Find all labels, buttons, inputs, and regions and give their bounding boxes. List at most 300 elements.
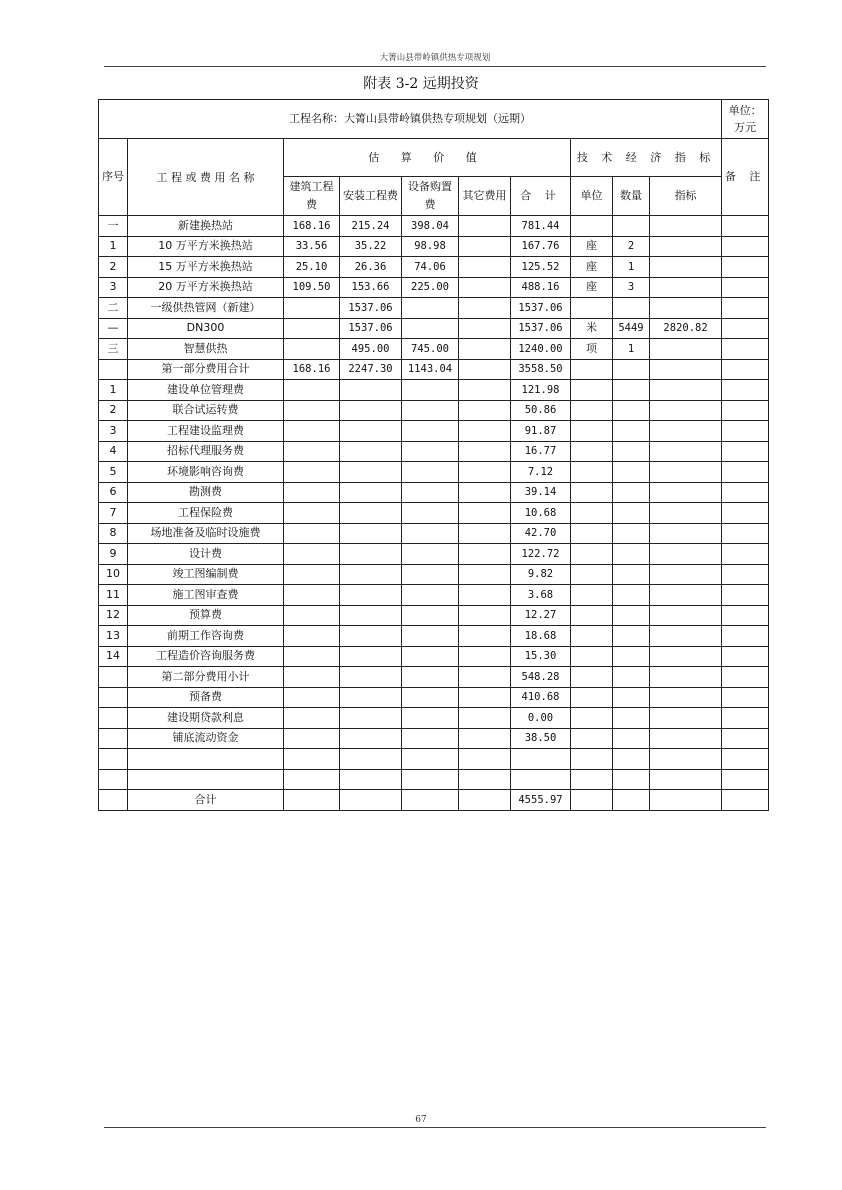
cell-equipment: 225.00 [402,277,459,298]
cell-remark [722,646,769,667]
cell-total: 1537.06 [511,298,571,319]
table-row [99,257,769,278]
cell-quantity [613,359,650,380]
cell-quantity: 1 [613,339,650,360]
cell-indicator [650,359,722,380]
cell-quantity: 2 [613,236,650,257]
cell-total: 122.72 [511,544,571,565]
cell-name: 勘测费 [128,482,284,503]
table-row [99,339,769,360]
cell-indicator [650,462,722,483]
cell-quantity [613,564,650,585]
cell-indicator [650,441,722,462]
cell-other [459,277,511,298]
header-indicator: 指标 [650,177,722,216]
cell-installation [340,564,402,585]
cell-equipment: 98.98 [402,236,459,257]
cell-name: 工程建设监理费 [128,421,284,442]
cell-equipment [402,667,459,688]
cell-other [459,257,511,278]
cell-other [459,400,511,421]
cell-unit [571,298,613,319]
cell-name: 第二部分费用小计 [128,667,284,688]
table-row [99,544,769,565]
cell-remark [722,236,769,257]
cell-indicator [650,667,722,688]
cell-seq [99,359,128,380]
cell-construction [284,564,340,585]
cell-name: 环境影响咨询费 [128,462,284,483]
cell-remark [722,503,769,524]
cell-other [459,339,511,360]
cell-name: 联合试运转费 [128,400,284,421]
cell-equipment: 1143.04 [402,359,459,380]
cell-name: 第一部分费用合计 [128,359,284,380]
cell-indicator [650,523,722,544]
table-row [99,216,769,237]
cell-quantity [613,605,650,626]
cell-quantity [613,749,650,770]
cell-remark [722,687,769,708]
cell-installation [340,687,402,708]
header-total: 合 计 [511,177,571,216]
table-row [99,708,769,729]
cell-unit: 米 [571,318,613,339]
cell-indicator [650,298,722,319]
cell-other [459,380,511,401]
cell-other [459,482,511,503]
cell-installation: 1537.06 [340,318,402,339]
cell-indicator [650,626,722,647]
cell-installation: 35.22 [340,236,402,257]
cell-remark [722,708,769,729]
cell-construction [284,687,340,708]
cell-total: 12.27 [511,605,571,626]
cell-remark [722,728,769,749]
cell-equipment: 398.04 [402,216,459,237]
cell-remark [722,257,769,278]
cell-seq [99,790,128,811]
cell-equipment [402,790,459,811]
cell-construction [284,790,340,811]
cell-name: DN300 [128,318,284,339]
cell-total: 7.12 [511,462,571,483]
cell-unit [571,708,613,729]
cell-construction: 33.56 [284,236,340,257]
cell-installation: 2247.30 [340,359,402,380]
cell-construction [284,339,340,360]
cell-construction [284,380,340,401]
cell-other [459,769,511,790]
cell-indicator [650,257,722,278]
cell-remark [722,626,769,647]
cell-construction [284,585,340,606]
cell-installation: 26.36 [340,257,402,278]
table-row [99,400,769,421]
cell-equipment [402,605,459,626]
cell-name: 15 万平方米换热站 [128,257,284,278]
cell-installation [340,441,402,462]
cell-construction: 25.10 [284,257,340,278]
table-row [99,421,769,442]
table-banner-row [99,100,769,139]
cell-seq: 1 [99,380,128,401]
cell-unit [571,667,613,688]
cell-remark [722,380,769,401]
cell-name [128,749,284,770]
cell-name: 10 万平方米换热站 [128,236,284,257]
cell-seq: 3 [99,277,128,298]
table-row [99,626,769,647]
cell-quantity [613,462,650,483]
cell-quantity [613,482,650,503]
cell-installation [340,769,402,790]
cell-seq: 一 [99,216,128,237]
cell-installation [340,708,402,729]
cell-construction: 168.16 [284,359,340,380]
cell-construction [284,462,340,483]
cell-unit [571,769,613,790]
cell-remark [722,441,769,462]
cell-construction [284,482,340,503]
cell-installation [340,544,402,565]
header-equipment: 设备购置费 [402,177,459,216]
cell-installation [340,728,402,749]
cell-indicator [650,728,722,749]
header-quantity: 数量 [613,177,650,216]
cell-equipment [402,503,459,524]
cell-construction [284,318,340,339]
project-name: 工程名称：大箐山县带岭镇供热专项规划（远期） [99,100,722,139]
cell-seq: 11 [99,585,128,606]
cell-indicator [650,339,722,360]
cell-total [511,769,571,790]
cell-unit [571,728,613,749]
cell-unit: 座 [571,236,613,257]
cell-unit [571,400,613,421]
investment-table [98,99,769,811]
cell-seq: 4 [99,441,128,462]
cell-construction: 109.50 [284,277,340,298]
cell-total: 3558.50 [511,359,571,380]
cell-seq: 5 [99,462,128,483]
cell-construction: 168.16 [284,216,340,237]
header-rule [104,66,766,67]
cell-quantity [613,626,650,647]
cell-total: 9.82 [511,564,571,585]
table-row [99,646,769,667]
cell-unit [571,626,613,647]
cell-installation: 1537.06 [340,298,402,319]
cell-installation [340,380,402,401]
cell-construction [284,667,340,688]
cell-quantity [613,646,650,667]
cell-equipment [402,626,459,647]
cell-remark [722,216,769,237]
cell-equipment [402,462,459,483]
cell-indicator [650,605,722,626]
cell-total [511,749,571,770]
cell-installation [340,790,402,811]
cell-construction [284,626,340,647]
cell-other [459,359,511,380]
cell-seq: 2 [99,400,128,421]
cell-name: 施工图审查费 [128,585,284,606]
table-row [99,298,769,319]
cell-remark [722,769,769,790]
cell-indicator [650,769,722,790]
cell-equipment [402,441,459,462]
cell-other [459,298,511,319]
cell-remark [722,585,769,606]
cell-total: 1537.06 [511,318,571,339]
cell-quantity [613,544,650,565]
cell-equipment: 74.06 [402,257,459,278]
cell-equipment [402,380,459,401]
cell-quantity: 3 [613,277,650,298]
cell-other [459,216,511,237]
cell-name: 铺底流动资金 [128,728,284,749]
cell-quantity [613,769,650,790]
cell-installation [340,503,402,524]
cell-unit [571,687,613,708]
cell-construction [284,769,340,790]
cell-other [459,646,511,667]
cell-quantity [613,421,650,442]
cell-unit [571,564,613,585]
cell-total: 16.77 [511,441,571,462]
table-title: 附表 3-2 远期投资 [363,76,479,92]
cell-seq: 10 [99,564,128,585]
cell-indicator [650,277,722,298]
header-tech-group: 技 术 经 济 指 标 [571,139,722,177]
cell-indicator [650,564,722,585]
cell-quantity [613,585,650,606]
cell-quantity [613,790,650,811]
table-row [99,687,769,708]
cell-unit [571,544,613,565]
cell-seq: 14 [99,646,128,667]
cell-construction [284,421,340,442]
cell-quantity [613,441,650,462]
cell-remark [722,667,769,688]
cell-construction [284,708,340,729]
header-item-name: 工 程 或 费 用 名 称 [128,139,284,216]
cell-installation [340,400,402,421]
cell-equipment [402,728,459,749]
cell-seq: 2 [99,257,128,278]
table-row [99,318,769,339]
header-other: 其它费用 [459,177,511,216]
cell-total: 15.30 [511,646,571,667]
cell-equipment [402,646,459,667]
cell-construction [284,749,340,770]
cell-equipment [402,564,459,585]
table-row [99,236,769,257]
cell-other [459,236,511,257]
cell-quantity [613,728,650,749]
cell-name: 一级供热管网（新建） [128,298,284,319]
cell-other [459,708,511,729]
cell-name: 场地准备及临时设施费 [128,523,284,544]
cell-equipment [402,421,459,442]
cell-seq: 13 [99,626,128,647]
cell-installation: 495.00 [340,339,402,360]
cell-seq: 7 [99,503,128,524]
cell-remark [722,318,769,339]
header-seq: 序号 [99,139,128,216]
cell-equipment [402,318,459,339]
cell-equipment [402,769,459,790]
cell-quantity [613,400,650,421]
cell-other [459,523,511,544]
cell-remark [722,462,769,483]
cell-name: 建设单位管理费 [128,380,284,401]
cell-remark [722,523,769,544]
cell-total: 4555.97 [511,790,571,811]
cell-seq [99,667,128,688]
cell-quantity [613,503,650,524]
cell-equipment [402,708,459,729]
cell-other [459,585,511,606]
cell-construction [284,728,340,749]
cell-remark [722,277,769,298]
cell-seq: 9 [99,544,128,565]
page-number: 67 [415,1115,427,1125]
cell-indicator [650,646,722,667]
cell-installation: 153.66 [340,277,402,298]
cell-name [128,769,284,790]
cell-name: 招标代理服务费 [128,441,284,462]
cell-construction [284,523,340,544]
cell-installation [340,646,402,667]
cell-unit [571,380,613,401]
cell-quantity: 5449 [613,318,650,339]
cell-seq: 1 [99,236,128,257]
table-row [99,380,769,401]
cell-unit [571,503,613,524]
cell-seq: 12 [99,605,128,626]
cell-unit [571,646,613,667]
cell-other [459,605,511,626]
cell-quantity [613,708,650,729]
cell-indicator [650,708,722,729]
cell-quantity: 1 [613,257,650,278]
cell-name: 建设期贷款利息 [128,708,284,729]
cell-installation [340,605,402,626]
cell-other [459,544,511,565]
footer-rule [104,1127,766,1128]
cell-seq: — [99,318,128,339]
cell-total: 167.76 [511,236,571,257]
cell-indicator [650,790,722,811]
cell-name: 前期工作咨询费 [128,626,284,647]
header-installation: 安装工程费 [340,177,402,216]
table-row [99,482,769,503]
cell-other [459,462,511,483]
cell-indicator: 2820.82 [650,318,722,339]
cell-seq [99,728,128,749]
cell-installation [340,626,402,647]
cell-installation [340,462,402,483]
cell-indicator [650,544,722,565]
cell-seq [99,749,128,770]
cell-construction [284,503,340,524]
running-header: 大箐山县带岭镇供热专项规划 [379,53,491,63]
table-row [99,728,769,749]
cell-indicator [650,482,722,503]
cell-remark [722,544,769,565]
cell-name: 工程造价咨询服务费 [128,646,284,667]
cell-indicator [650,503,722,524]
cell-indicator [650,749,722,770]
cell-construction [284,400,340,421]
table-row [99,564,769,585]
cell-equipment [402,298,459,319]
table-row [99,749,769,770]
cell-unit: 座 [571,257,613,278]
cell-construction [284,605,340,626]
cell-seq: 6 [99,482,128,503]
table-row [99,503,769,524]
unit-label: 单位：万元 [722,100,769,139]
cell-equipment [402,523,459,544]
cell-name: 预备费 [128,687,284,708]
cell-total: 10.68 [511,503,571,524]
cell-other [459,790,511,811]
cell-unit [571,790,613,811]
cell-quantity [613,523,650,544]
cell-indicator [650,687,722,708]
cell-total: 121.98 [511,380,571,401]
cell-equipment [402,585,459,606]
cell-installation [340,482,402,503]
cell-total: 0.00 [511,708,571,729]
cell-remark [722,482,769,503]
cell-other [459,626,511,647]
cell-name: 预算费 [128,605,284,626]
table-row [99,769,769,790]
cell-other [459,318,511,339]
cell-construction [284,646,340,667]
cell-equipment [402,482,459,503]
cell-seq [99,769,128,790]
cell-other [459,728,511,749]
table-row [99,462,769,483]
cell-remark [722,605,769,626]
header-unit: 单位 [571,177,613,216]
cell-installation [340,667,402,688]
cell-quantity [613,216,650,237]
cell-seq: 三 [99,339,128,360]
cell-seq: 8 [99,523,128,544]
cell-total: 1240.00 [511,339,571,360]
cell-name: 20 万平方米换热站 [128,277,284,298]
cell-other [459,667,511,688]
cell-total: 39.14 [511,482,571,503]
cell-unit [571,482,613,503]
table-row [99,277,769,298]
cell-unit [571,605,613,626]
cell-equipment [402,687,459,708]
table-row [99,667,769,688]
cell-indicator [650,400,722,421]
cell-seq [99,687,128,708]
cell-total: 125.52 [511,257,571,278]
cell-unit [571,749,613,770]
cell-unit [571,523,613,544]
cell-remark [722,749,769,770]
